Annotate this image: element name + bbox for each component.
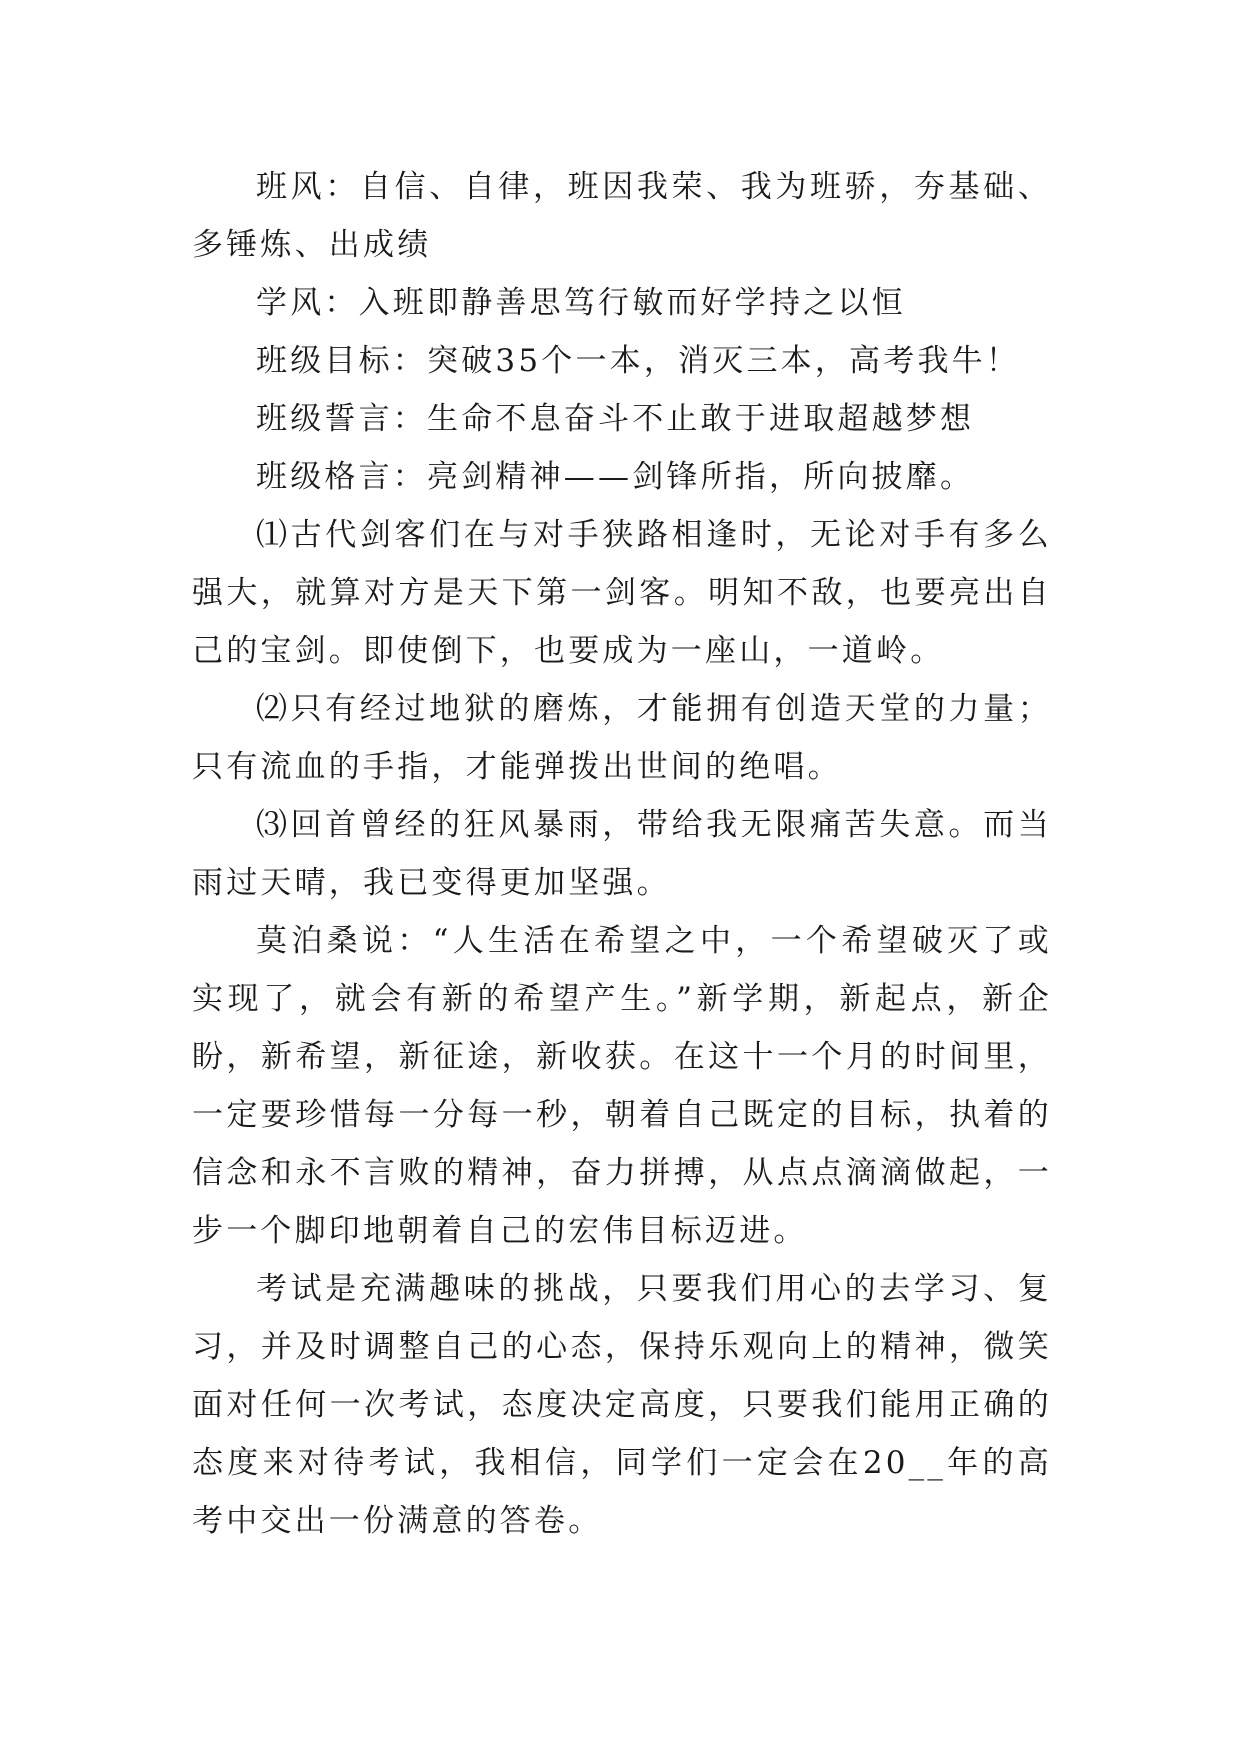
paragraph-motto-point-2: ⑵只有经过地狱的磨炼，才能拥有创造天堂的力量；只有流血的手指，才能弹拨出世间的绝唱。 [192,691,1052,785]
paragraph-motto-point-1: ⑴古代剑客们在与对手狭路相逢时，无论对手有多么强大，就算对方是天下第一剑客。明知不敌，也要亮出自己的宝剑。即使倒下，也要成为一座山，一道岭。 [192,517,1052,669]
paragraph-class-motto: 班级格言：亮剑精神——剑锋所指，所向披靡。 [256,459,975,495]
document-page [192,158,1052,1550]
paragraph-exam-attitude: 考试是充满趣味的挑战，只要我们用心的去学习、复习，并及时调整自己的心态，保持乐观向上的精神，微笑面对任何一次考试，态度决定高度，只要我们能用正确的态度来对待考试，我相信，同学们一定会在20__年的高考中交出一份满意的答卷。 [192,1271,1052,1539]
paragraph-maupassant-quote: 莫泊桑说：“人生活在希望之中，一个希望破灭了或实现了，就会有新的希望产生。”新学期，新起点，新企盼，新希望，新征途，新收获。在这十一个月的时间里，一定要珍惜每一分每一秒，朝着自己既定的目标，执着的信念和永不言败的精神，奋力拼搏，从点点滴滴做起，一步一个脚印地朝着自己的宏伟目标迈进。 [192,923,1052,1249]
paragraph-motto-point-3: ⑶回首曾经的狂风暴雨，带给我无限痛苦失意。而当雨过天晴，我已变得更加坚强。 [192,807,1052,901]
paragraph-class-oath: 班级誓言：生命不息奋斗不止敢于进取超越梦想 [256,401,975,437]
paragraph-class-goal: 班级目标：突破35个一本，消灭三本，高考我牛！ [256,343,1021,379]
paragraph-study-style: 学风：入班即静善思笃行敏而好学持之以恒 [256,285,906,321]
paragraph-class-style: 班风：自信、自律，班因我荣、我为班骄，夯基础、多锤炼、出成绩 [192,169,1052,263]
